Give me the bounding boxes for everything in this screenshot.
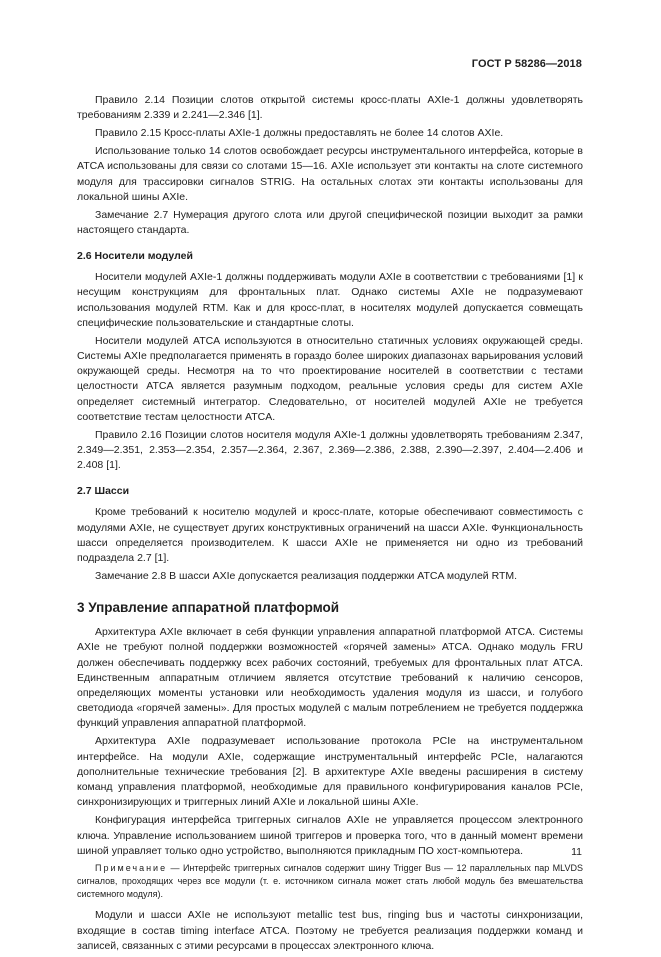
chapter-heading-3: 3 Управление аппаратной платформой (77, 600, 340, 616)
paragraph: Конфигурация интерфейса триггерных сигналов AXIe не управляется процессом электронного ключа. Управление использованием шиной триггеров и проверка того, что в данный момент времени шиной управляет только одно устройство, выполняются прикладным ПО хост-компьютера. (77, 814, 583, 857)
paragraph: Носители модулей ATCA используются в относительно статичных условиях окружающей среды. Системы AXIe предполагается применять в гораздо более широких диапазонах варьирования условий окружающей среды. Несмотря на то что проектирование носителей в соответствии с тестами целостности ATCA является разумным подходом, реальные условия среды для систем AXIe определяет системный интегратор. Следовательно, от носителей модулей AXIe не требуется соответствие тестам целостности ATCA. (77, 334, 583, 423)
remark-2-7: Замечание 2.7 Нумерация другого слота или другой специфической позиции выходит за рамки настоящего стандарта. (77, 208, 583, 237)
document-body (77, 93, 583, 957)
rule-2-15: Правило 2.15 Кросс-платы AXIe-1 должны предоставлять не более 14 слотов AXIe. (95, 127, 504, 140)
note (77, 862, 583, 900)
section-heading-2-7: 2.7 Шасси (77, 485, 130, 498)
paragraph: Использование только 14 слотов освобождает ресурсы инструментального интерфейса, которые в ATCA использованы для связи со слотами 15—16. AXIe использует эти контакты на слоте системного модуля для трассировки сигналов STRIG. На остальных слотах эти контакты использованы для локальной шины AXIe. (77, 145, 583, 203)
paragraph: Архитектура AXIe подразумевает использование протокола PCIe на инструментальном интерфейсе. На модули AXIe, содержащие инструментальный интерфейс PCIe, налагаются дополнительные технические требования [2]. В архитектуре AXIe введены расширения в систему команд управления платформой, необходимые для правильного конфигурирования каналов PCIe, синхронизирующих и триггерных линий AXIe и локальной шины AXIe. (77, 735, 583, 809)
section-heading-2-6: 2.6 Носители модулей (77, 250, 193, 263)
note-text: — Интерфейс триггерных сигналов содержит шину Trigger Bus — 12 параллельных пар MLVDS сигналов, проходящих через все модули (т. е. источником сигнала может стать любой модуль без вмешательства системного модуля). (77, 862, 583, 899)
standard-designation: ГОСТ Р 58286—2018 (471, 58, 582, 70)
paragraph: Архитектура AXIe включает в себя функции управления аппаратной платформой ATCA. Системы AXIe не требуют полной поддержки возможностей «горячей замены» ATCA. Однако модуль FRU должен обеспечивать поддержку всех рабочих состояний, требуемых для фронтальных плат ATCA. Единственным аппаратным отличием является отсутствие требований к наличию сенсоров, определяющих моменты установки или необходимость удаления модуля из шасси, и голубого светодиода «горячей замены». Для простых модулей с малым потреблением не требуется поддержка функций управления аппаратной платформой. (77, 626, 583, 730)
rule-2-14: Правило 2.14 Позиции слотов открытой системы кросс-платы AXIe-1 должны удовлетворять требованиям 2.339 и 2.241—2.346 [1]. (77, 94, 583, 122)
paragraph: Кроме требований к носителю модулей и кросс-плате, которые обеспечивают совместимость с модулями AXIe, не существует других конструктивных ограничений на шасси AXIe. Функциональность шасси определяется производителем. К шасси AXIe не применяется ни одно из требований подраздела 2.7 [1]. (77, 506, 583, 565)
paragraph: Модули и шасси AXIe не используют metallic test bus, ringing bus и частоты синхронизации, входящие в состав timing interface ATCA. Поэтому не требуется реализация поддержки команд и записей, связанных с этими ресурсами в процессах электронного ключа. (77, 909, 583, 952)
remark-2-8: Замечание 2.8 В шасси AXIe допускается реализация поддержки ATCA модулей RTM. (95, 570, 518, 583)
page-number: 11 (571, 846, 582, 858)
paragraph: Носители модулей AXIe-1 должны поддерживать модули AXIe в соответствии с требованиями [1] к несущим конструкциям для фронтальных плат. Однако системы AXIe не подразумевают использования модулей RTM. Как и для кросс-плат, в носителях модулей допускается совмещать специфические пользовательские и стандартные слоты. (77, 271, 583, 329)
rule-2-16: Правило 2.16 Позиции слотов носителя модуля AXIe-1 должны удовлетворять требованиям 2.347, 2.349—2.351, 2.353—2.354, 2.357—2.364, 2.367, 2.369—2.386, 2.388, 2.390—2.397, 2.404—2.406 и 2.408 [1]. (77, 428, 583, 472)
note-label: Примечание (95, 862, 168, 873)
